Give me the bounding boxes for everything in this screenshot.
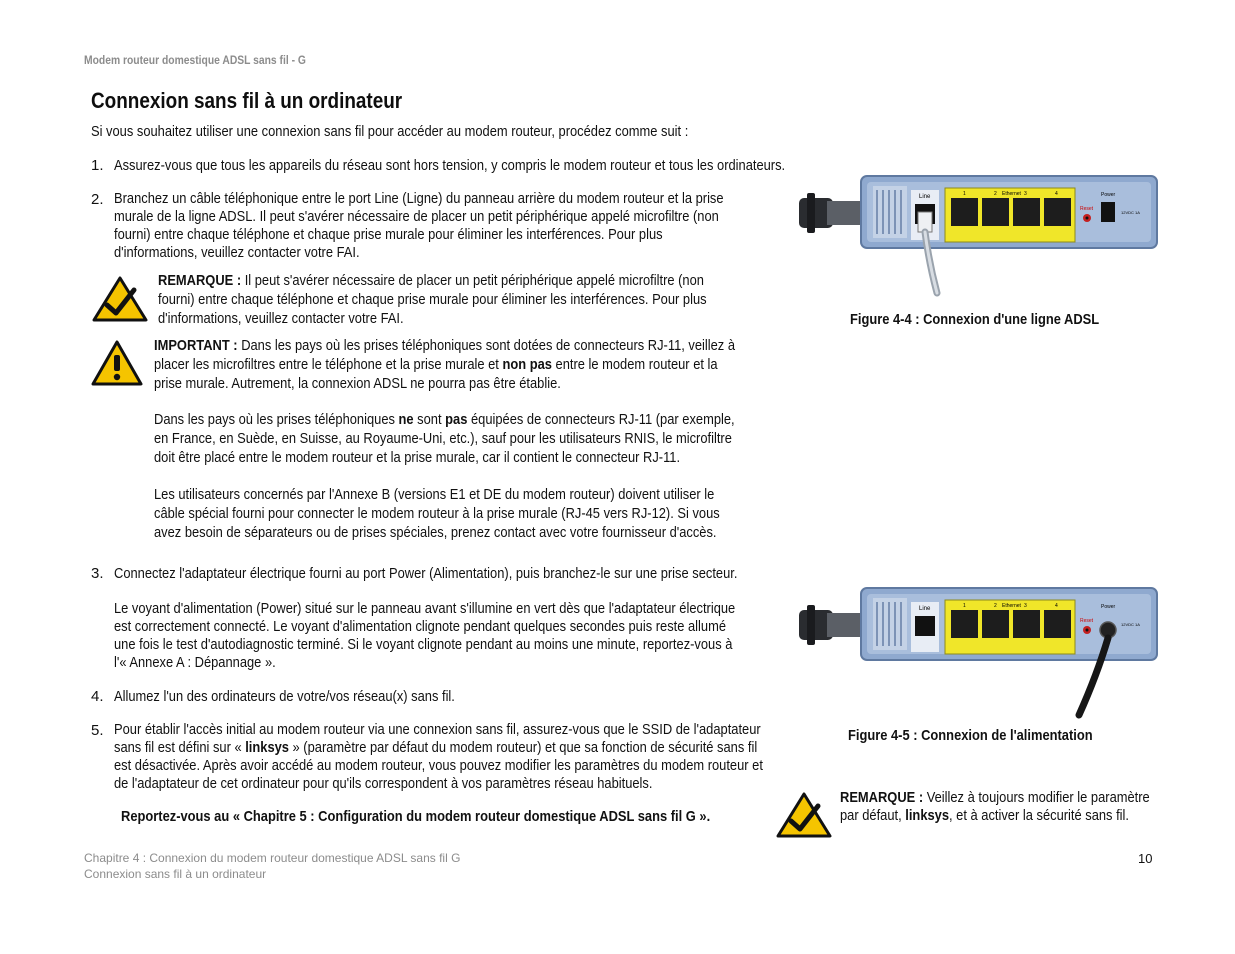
port-label: 4 bbox=[1055, 603, 1058, 609]
text-line: de l'adaptateur de cet ordinateur pour qu'ils correspondent à vos paramètres réseau habituels. bbox=[114, 775, 653, 792]
power-label: Power bbox=[1101, 192, 1116, 198]
step-number: 4. bbox=[91, 688, 104, 705]
emphasis: non pas bbox=[502, 356, 552, 373]
check-icon bbox=[92, 276, 148, 322]
important-paragraph-3 bbox=[154, 485, 720, 542]
step-3-text: Connectez l'adaptateur électrique fourni au port Power (Alimentation), puis branchez-le sur une prise secteur. bbox=[114, 565, 738, 582]
important-note bbox=[154, 336, 735, 393]
port-label: 1 bbox=[963, 191, 966, 197]
figure-4-4-caption: Figure 4-4 : Connexion d'une ligne ADSL bbox=[850, 311, 1100, 328]
figure-power-connection bbox=[797, 580, 1159, 720]
text-line: est désactivée. Après avoir accédé au modem routeur, vous pouvez modifier les paramètres du modem routeur et bbox=[114, 757, 763, 774]
port-label: 1 bbox=[963, 603, 966, 609]
reset-label: Reset bbox=[1080, 618, 1094, 624]
footer-section: Connexion sans fil à un ordinateur bbox=[84, 867, 267, 881]
text-line: murale de la ligne ADSL. Il peut s'avérer nécessaire de placer un petit périphérique appelé microfiltre (non bbox=[114, 208, 719, 225]
note-remarque-1 bbox=[158, 271, 707, 328]
text-line: fourni) entre chaque téléphone et chaque prise murale pour éliminer les interférences. Pour plus bbox=[114, 226, 663, 243]
port-label: 2 bbox=[994, 603, 997, 609]
important-text: équipées de connecteurs RJ-11 (par exemple, bbox=[467, 411, 735, 428]
step-number: 5. bbox=[91, 722, 104, 739]
step-1-text: Assurez-vous que tous les appareils du réseau sont hors tension, y compris le modem routeur et tous les ordinateurs. bbox=[114, 157, 786, 174]
emphasis: pas bbox=[445, 411, 468, 428]
chapter-reference: Reportez-vous au « Chapitre 5 : Configuration du modem routeur domestique ADSL sans fil G ». bbox=[121, 808, 711, 825]
line-label: Line bbox=[919, 194, 931, 200]
page-number: 10 bbox=[1138, 851, 1153, 866]
emphasis: linksys bbox=[245, 739, 289, 756]
port-label: 2 bbox=[994, 191, 997, 197]
important-paragraph-2 bbox=[154, 410, 735, 467]
emphasis: ne bbox=[398, 411, 414, 428]
note-remarque-2 bbox=[840, 789, 1150, 825]
text-line: l'« Annexe A : Dépannage ». bbox=[114, 654, 276, 671]
text-line: Pour établir l'accès initial au modem routeur via une connexion sans fil, assurez-vous que le SSID de l'adaptateur bbox=[114, 721, 761, 738]
emphasis: linksys bbox=[905, 807, 950, 824]
intro-text: Si vous souhaitez utiliser une connexion sans fil pour accéder au modem routeur, procédez comme suit : bbox=[91, 123, 689, 140]
power-label: Power bbox=[1101, 604, 1116, 610]
note-text: d'informations, veuillez contacter votre FAI. bbox=[158, 310, 404, 327]
note-text: fourni) entre chaque téléphone et chaque prise murale pour éliminer les interférences. Pour plus bbox=[158, 291, 707, 308]
rating-label: 12VDC 1A bbox=[1121, 210, 1140, 215]
rating-label: 12VDC 1A bbox=[1121, 622, 1140, 627]
note-text: , et à activer la sécurité sans fil. bbox=[949, 807, 1129, 824]
note-text: Veillez à toujours modifier le paramètre bbox=[923, 789, 1150, 806]
step-5-text bbox=[114, 721, 763, 793]
important-text: entre le modem routeur et la bbox=[551, 356, 718, 373]
important-text: sont bbox=[413, 411, 446, 428]
important-text: prise murale. Autrement, la connexion ADSL ne pourra pas être établie. bbox=[154, 375, 561, 392]
note-text: par défaut, bbox=[840, 807, 906, 824]
step-number: 2. bbox=[91, 191, 104, 208]
text-line: une fois le test d'autodiagnostic terminé. Si le voyant clignote pendant au moins une minute, reportez-vous à bbox=[114, 636, 733, 653]
port-label: 4 bbox=[1055, 191, 1058, 197]
step-4-text: Allumez l'un des ordinateurs de votre/vos réseau(x) sans fil. bbox=[114, 688, 455, 705]
text-line: est correctement connecté. Le voyant d'alimentation clignote pendant quelques secondes puis reste allumé bbox=[114, 618, 727, 635]
note-text: Il peut s'avérer nécessaire de placer un petit périphérique appelé microfiltre (non bbox=[241, 272, 704, 289]
figure-adsl-connection bbox=[797, 168, 1159, 298]
line-label: Line bbox=[919, 606, 931, 612]
important-text: placer les microfiltres entre le téléphone et la prise murale et bbox=[154, 356, 503, 373]
ethernet-label: Ethernet bbox=[1002, 603, 1021, 609]
important-text: en France, en Suède, en Suisse, au Royaume-Uni, etc.), sauf pour les utilisateurs RNIS, le microfiltre bbox=[154, 430, 732, 447]
running-header: Modem routeur domestique ADSL sans fil - G bbox=[84, 53, 306, 67]
text-line: » (paramètre par défaut du modem routeur) et que sa fonction de sécurité sans fil bbox=[288, 739, 758, 756]
warning-icon bbox=[91, 340, 143, 386]
important-label: IMPORTANT : bbox=[154, 337, 238, 354]
step-3-detail bbox=[114, 600, 735, 672]
figure-4-5-caption: Figure 4-5 : Connexion de l'alimentation bbox=[848, 727, 1093, 744]
important-text: Dans les pays où les prises téléphoniques bbox=[154, 411, 399, 428]
reset-label: Reset bbox=[1080, 206, 1094, 212]
important-text: Dans les pays où les prises téléphoniques sont dotées de connecteurs RJ-11, veillez à bbox=[237, 337, 736, 354]
step-number: 1. bbox=[91, 157, 104, 174]
check-icon bbox=[776, 792, 832, 838]
text-line: Le voyant d'alimentation (Power) situé sur le panneau avant s'illumine en vert dès que l'adaptateur électrique bbox=[114, 600, 736, 617]
note-label: REMARQUE : bbox=[158, 272, 242, 289]
step-2-text bbox=[114, 190, 724, 262]
text-line: Branchez un câble téléphonique entre le port Line (Ligne) du panneau arrière du modem routeur et la prise bbox=[114, 190, 724, 207]
important-text: doit être placé entre le modem routeur et la prise murale, car il contient le connecteur RJ-11. bbox=[154, 449, 681, 466]
text-line: d'informations, veuillez contacter votre FAI. bbox=[114, 244, 360, 261]
important-text: câble spécial fourni pour connecter le modem routeur à la prise murale (RJ-45 vers RJ-12). Si vous bbox=[154, 505, 720, 522]
port-label: 3 bbox=[1024, 603, 1027, 609]
text-line: sans fil est défini sur « bbox=[114, 739, 246, 756]
note-label: REMARQUE : bbox=[840, 789, 924, 806]
port-label: 3 bbox=[1024, 191, 1027, 197]
important-text: avez besoin de séparateurs ou de prises spéciales, prenez contact avec votre fournisseur d'accès. bbox=[154, 524, 717, 541]
ethernet-label: Ethernet bbox=[1002, 191, 1021, 197]
section-title: Connexion sans fil à un ordinateur bbox=[91, 88, 403, 113]
important-text: Les utilisateurs concernés par l'Annexe B (versions E1 et DE du modem routeur) doivent utiliser le bbox=[154, 486, 715, 503]
step-number: 3. bbox=[91, 565, 104, 582]
footer-chapter: Chapitre 4 : Connexion du modem routeur domestique ADSL sans fil G bbox=[84, 851, 461, 865]
